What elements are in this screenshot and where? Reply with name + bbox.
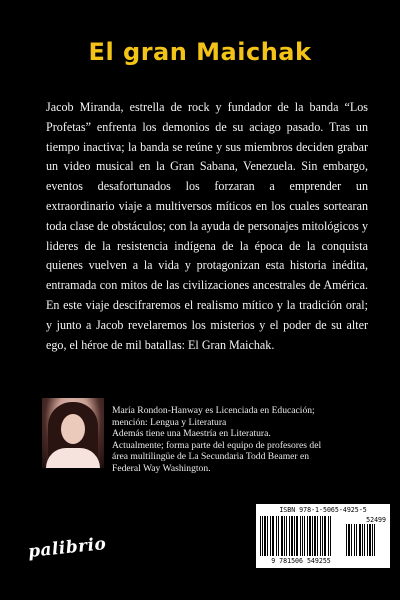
book-title: El gran Maichak xyxy=(88,38,312,66)
author-bio xyxy=(112,405,374,475)
synopsis-text: Jacob Miranda, estrella de rock y fundador de la banda “Los Profetas” enfrenta los demonios de su aciago pasado. Tras un tiempo inactiva; la banda se reúne y sus miembros deciden grabar un video musical en la Gran Sabana, Venezuela. Sin embargo, eventos desafortunados los forzaran a emprender un extraordinario viaje a multiversos míticos en los cuales sortearan toda clase de obstáculos; con la ayuda de personajes mitológicos y lideres de la resistencia indígena de la época de la conquista quienes vuelven a la vida y protagonizan esta historia inédita, entramada con mitos de las civilizaciones ancestrales de América. En este viaje descifraremos el realismo mítico y la tradición oral; y junto a Jacob revelaremos los misterios y el poder de su alter ego, el héroe de mil batallas: El Gran Maichak. xyxy=(46,100,368,352)
barcode-bars xyxy=(260,516,340,556)
isbn-label: ISBN 978-1-5065-4925-5 xyxy=(279,506,367,514)
author-photo xyxy=(42,398,104,468)
price-barcode-bars xyxy=(346,524,386,556)
synopsis xyxy=(46,98,368,355)
bio-line: Actualmente; forma parte del equipo de profesores del xyxy=(112,439,322,451)
bio-line: área multilingüe de La Secundaria Todd Beamer en xyxy=(112,451,310,463)
bio-line: Federal Way Washington. xyxy=(112,462,211,474)
bio-line: mención: Lengua y Literatura xyxy=(112,416,227,428)
publisher-logo: palibrio xyxy=(27,533,108,563)
price-code: 52499 xyxy=(366,516,386,524)
bio-line: María Rondon-Hanway es Licenciada en Educación; xyxy=(112,405,315,416)
bio-line: Además tiene una Maestría en Literatura. xyxy=(112,428,271,440)
barcode-digits: 9 781506 549255 xyxy=(271,557,331,565)
isbn-barcode xyxy=(256,504,390,568)
